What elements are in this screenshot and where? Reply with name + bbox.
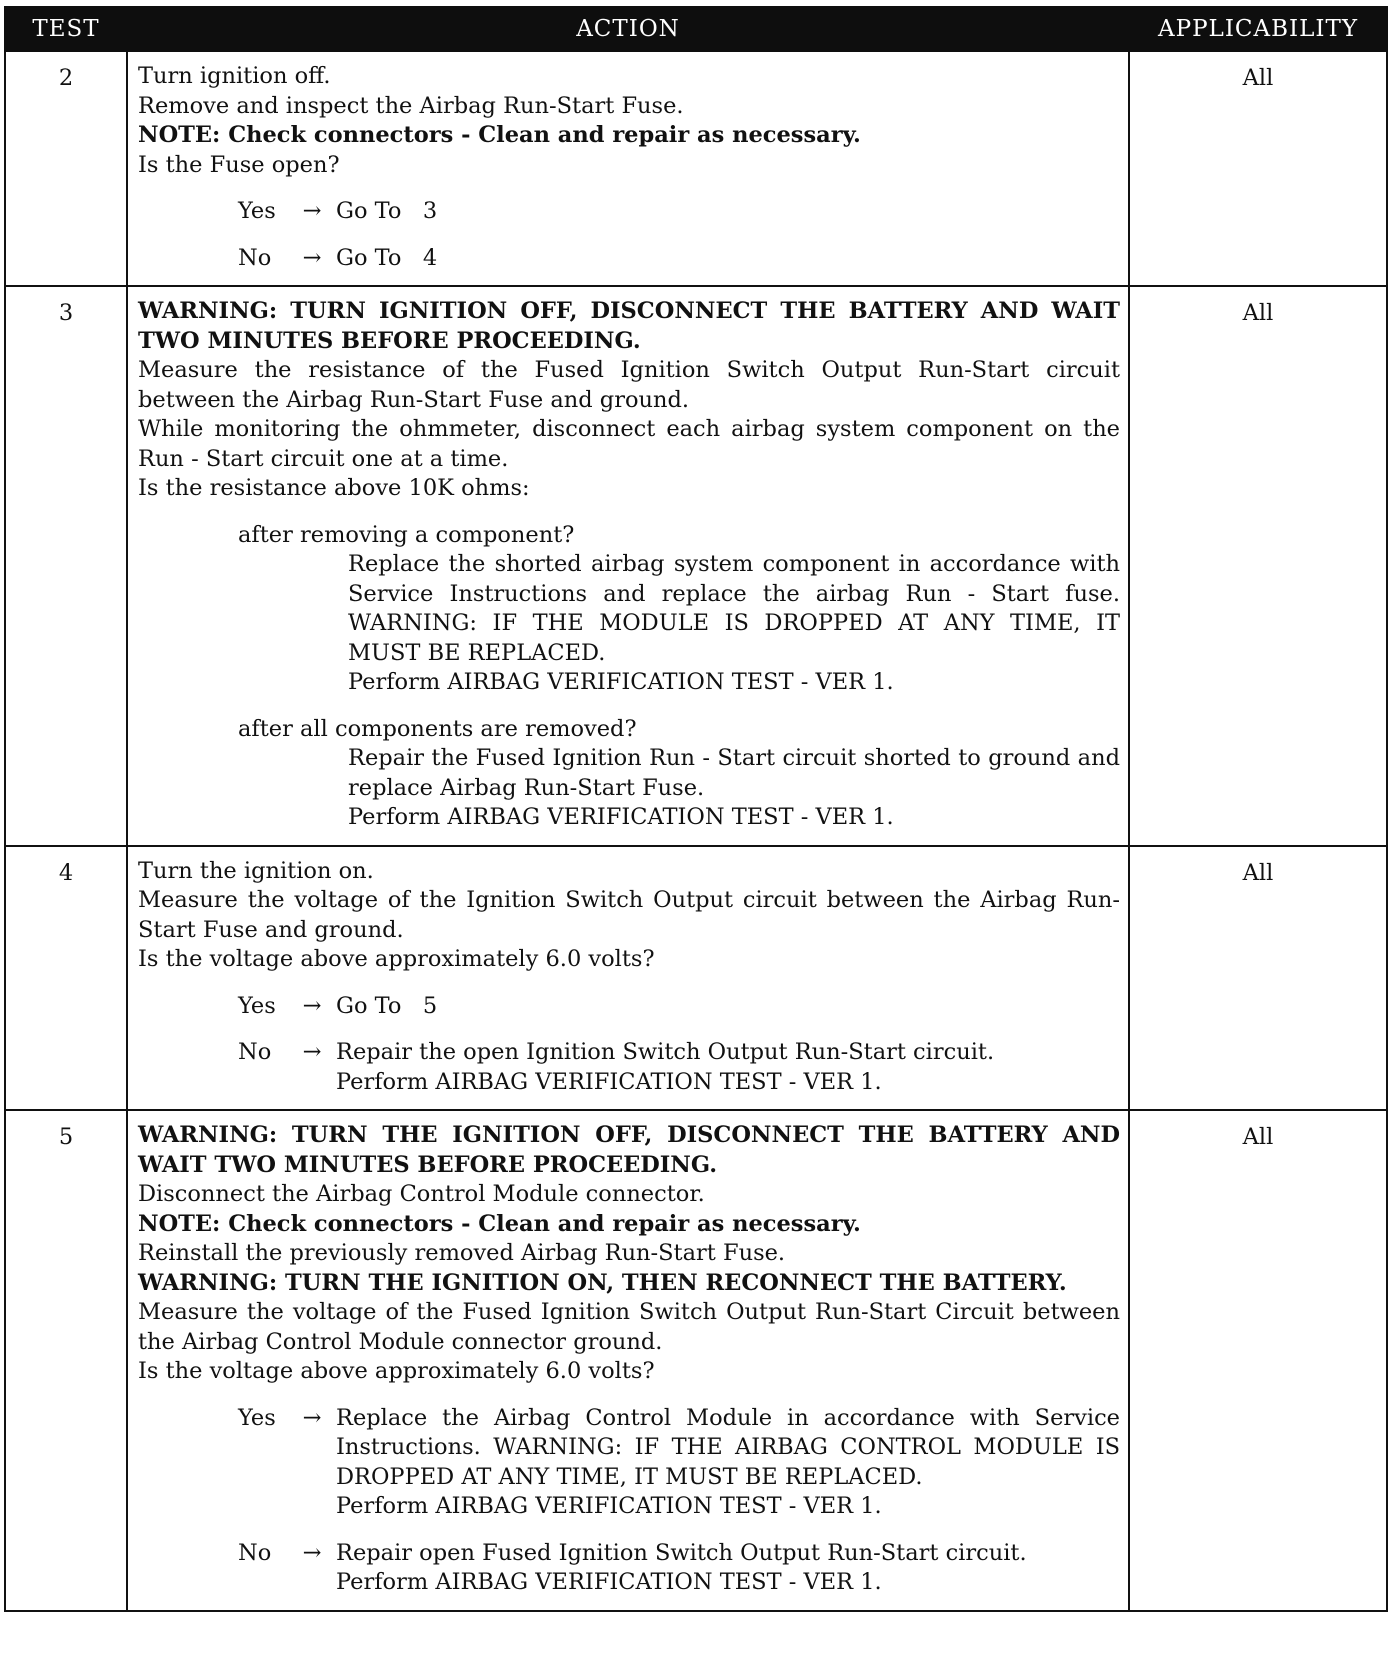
warning-line: WARNING: TURN THE IGNITION ON, THEN RECONNECT THE BATTERY. xyxy=(138,1269,1067,1296)
result-block xyxy=(336,1404,1120,1522)
table-header-row xyxy=(5,7,1387,51)
action-line: Measure the voltage of the Ignition Switch Output circuit between the Airbag Run-Start Fuse and ground. xyxy=(138,887,1120,943)
choice-yes xyxy=(238,1404,1120,1522)
arrow-icon: → xyxy=(302,198,322,224)
goto-link[interactable]: Go To 5 xyxy=(336,992,438,1019)
action-line: Measure the voltage of the Fused Ignition Switch Output Run-Start Circuit between the Airbag Control Module connector ground. xyxy=(138,1299,1120,1355)
sub-result xyxy=(348,550,1120,698)
test-number: 2 xyxy=(5,51,127,286)
choice-no xyxy=(238,1038,1120,1097)
action-line: Reinstall the previously removed Airbag Run-Start Fuse. xyxy=(138,1240,786,1266)
result-text: Replace the Airbag Control Module in accordance with Service Instructions. WARNING: IF THE AIRBAG CONTROL MODULE IS DROPPED AT ANY TIME, IT MUST BE REPLACED. xyxy=(336,1404,1120,1490)
result-text: Repair the Fused Ignition Run - Start circuit shorted to ground and replace Airbag Run-Start Fuse. xyxy=(348,745,1120,801)
action-line: Disconnect the Airbag Control Module connector. xyxy=(138,1181,705,1207)
arrow-icon: → xyxy=(302,992,322,1019)
answer-label: Yes xyxy=(238,992,276,1019)
table-row-test-4 xyxy=(5,846,1387,1111)
action-cell xyxy=(127,846,1129,1111)
warning-line: WARNING: TURN THE IGNITION OFF, DISCONNECT THE BATTERY AND WAIT TWO MINUTES BEFORE PROCEEDING. xyxy=(138,1122,1120,1178)
note-line: NOTE: Check connectors - Clean and repair as necessary. xyxy=(138,122,861,148)
action-cell xyxy=(127,286,1129,846)
sub-result xyxy=(348,744,1120,833)
result-text: Repair open Fused Ignition Switch Output Run-Start circuit. xyxy=(336,1539,1027,1566)
action-line: Turn the ignition on. xyxy=(138,857,374,884)
action-cell xyxy=(127,51,1129,286)
test-number: 3 xyxy=(5,286,127,846)
sub-question: after all components are removed? xyxy=(238,715,637,742)
action-line: While monitoring the ohmmeter, disconnect each airbag system component on the Run - Start circuit one at a time. xyxy=(138,416,1120,472)
goto-link[interactable]: Go To 4 xyxy=(336,244,438,271)
applicability-value: All xyxy=(1129,1110,1387,1611)
note-line: NOTE: Check connectors - Clean and repair as necessary. xyxy=(138,1210,861,1237)
header-test: TEST xyxy=(5,7,127,51)
verification-link[interactable]: Perform AIRBAG VERIFICATION TEST - VER 1. xyxy=(348,669,894,695)
arrow-icon: → xyxy=(302,244,322,271)
question-line: Is the voltage above approximately 6.0 volts? xyxy=(138,946,655,972)
header-applicability: APPLICABILITY xyxy=(1129,7,1387,51)
verification-link[interactable]: Perform AIRBAG VERIFICATION TEST - VER 1. xyxy=(348,804,894,830)
choice-yes xyxy=(238,197,1120,227)
result-block xyxy=(336,1539,1120,1598)
choice-no xyxy=(238,1539,1120,1598)
test-number: 4 xyxy=(5,846,127,1111)
test-number: 5 xyxy=(5,1110,127,1611)
result-block xyxy=(336,1038,1120,1097)
action-line: Measure the resistance of the Fused Ignition Switch Output Run-Start circuit between the Airbag Run-Start Fuse and ground. xyxy=(138,357,1120,413)
arrow-icon: → xyxy=(302,1039,322,1065)
answer-label: No xyxy=(238,244,272,271)
choice-no xyxy=(238,244,1120,274)
result-text: Repair the open Ignition Switch Output Run-Start circuit. xyxy=(336,1039,995,1065)
arrow-icon: → xyxy=(302,1404,322,1431)
answer-label: No xyxy=(238,1039,272,1065)
header-action: ACTION xyxy=(127,7,1129,51)
goto-link[interactable]: Go To 3 xyxy=(336,198,438,224)
result-text: Replace the shorted airbag system component in accordance with Service Instructions and replace the airbag Run - Start fuse. WARNING: IF THE MODULE IS DROPPED AT ANY TIME, IT MUST BE REPLACED. xyxy=(348,551,1120,666)
answer-label: Yes xyxy=(238,198,276,224)
applicability-value: All xyxy=(1129,51,1387,286)
question-line: Is the voltage above approximately 6.0 volts? xyxy=(138,1358,655,1384)
action-line: Turn ignition off. xyxy=(138,63,331,89)
verification-link[interactable]: Perform AIRBAG VERIFICATION TEST - VER 1. xyxy=(336,1569,882,1595)
choice-yes xyxy=(238,992,1120,1022)
sub-question: after removing a component? xyxy=(238,521,575,548)
verification-link[interactable]: Perform AIRBAG VERIFICATION TEST - VER 1. xyxy=(336,1493,882,1519)
diagnostic-test-table-page xyxy=(4,6,1386,1660)
applicability-value: All xyxy=(1129,286,1387,846)
warning-line: WARNING: TURN IGNITION OFF, DISCONNECT THE BATTERY AND WAIT TWO MINUTES BEFORE PROCEEDING. xyxy=(138,298,1120,354)
answer-label: No xyxy=(238,1539,272,1566)
applicability-value: All xyxy=(1129,846,1387,1111)
arrow-icon: → xyxy=(302,1539,322,1566)
verification-link[interactable]: Perform AIRBAG VERIFICATION TEST - VER 1. xyxy=(336,1068,882,1095)
table-row-test-5 xyxy=(5,1110,1387,1611)
question-line: Is the resistance above 10K ohms: xyxy=(138,475,530,501)
answer-label: Yes xyxy=(238,1404,276,1431)
diagnostic-test-table xyxy=(4,6,1388,1612)
action-cell xyxy=(127,1110,1129,1611)
question-line: Is the Fuse open? xyxy=(138,151,340,178)
table-row-test-3 xyxy=(5,286,1387,846)
action-line: Remove and inspect the Airbag Run-Start Fuse. xyxy=(138,92,684,119)
table-row-test-2 xyxy=(5,51,1387,286)
